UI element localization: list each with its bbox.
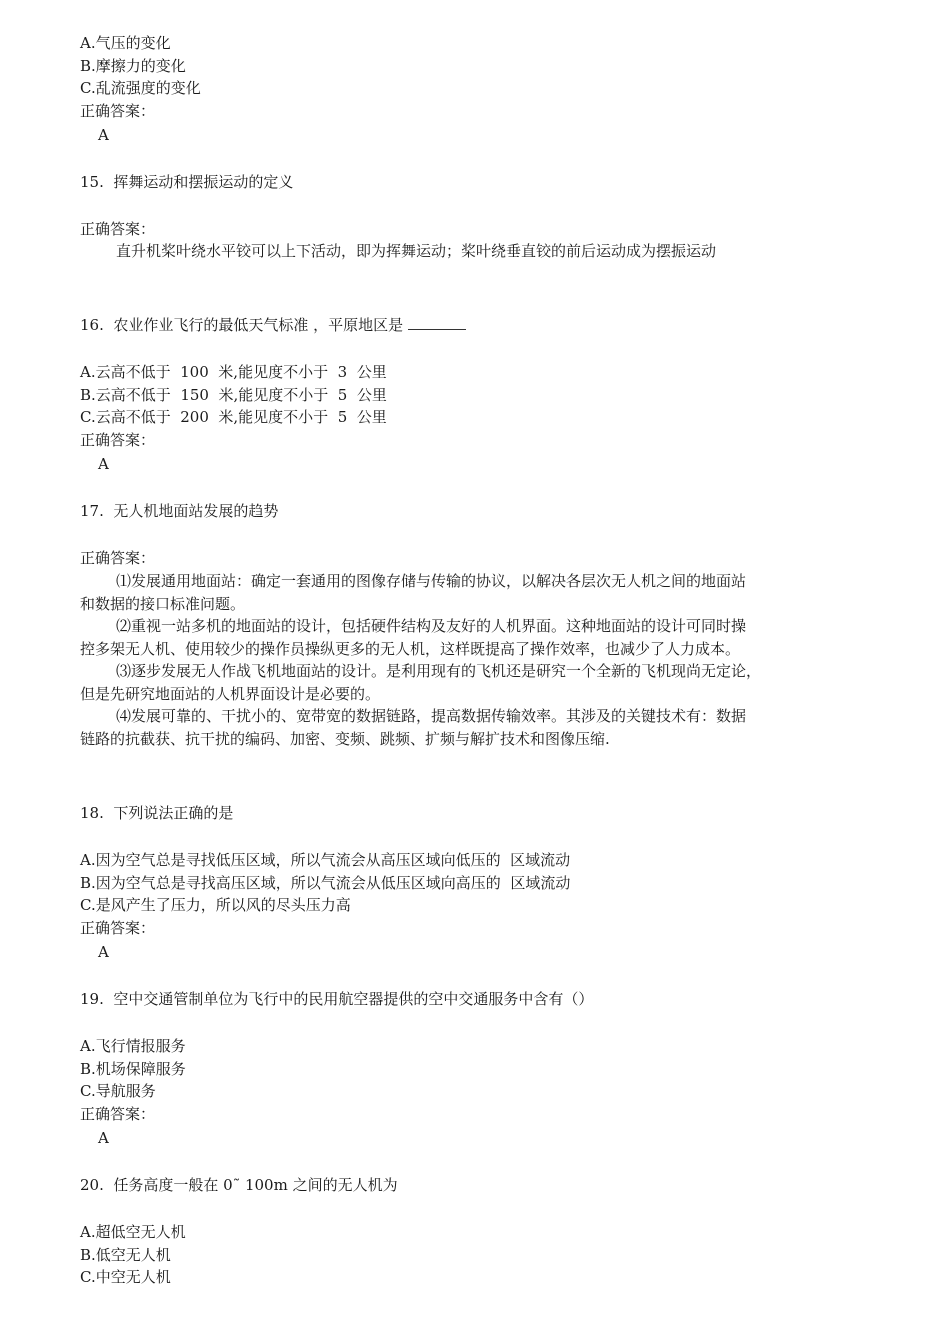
para-2-line-2: 控多架无人机、使用较少的操作员操纵更多的无人机，这样既提高了操作效率，也减少了人力成本。 xyxy=(80,639,741,658)
para-3-line-1: ⑶逐步发展无人作战飞机地面站的设计。是利用现有的飞机还是研究一个全新的飞机现尚无定论， xyxy=(116,662,762,680)
option-a: A.云高不低于 100 米,能见度不小于 3 公里 xyxy=(80,363,387,381)
answer-label: 正确答案： xyxy=(80,1104,156,1123)
para-4-line-2: 链路的抗截获、抗干扰的编码、加密、变频、跳频、扩频与解扩技术和图像压缩. xyxy=(80,729,610,748)
question-17: 17. 无人机地面站发展的趋势 xyxy=(80,502,279,520)
option-c: C.导航服务 xyxy=(80,1082,156,1100)
option-c: C.云高不低于 200 米,能见度不小于 5 公里 xyxy=(80,408,387,426)
option-b: B.云高不低于 150 米,能见度不小于 5 公里 xyxy=(80,385,387,404)
option-b: B.低空无人机 xyxy=(80,1245,171,1264)
option-c: C.中空无人机 xyxy=(80,1268,171,1286)
answer-label: 正确答案： xyxy=(80,549,156,567)
answer-value: A xyxy=(98,943,109,961)
answer-label: 正确答案： xyxy=(80,430,156,449)
question-text: 16. 农业作业飞行的最低天气标准 ，平原地区是 xyxy=(80,316,408,334)
question-16 xyxy=(80,314,466,337)
answer-label: 正确答案： xyxy=(80,101,156,120)
option-b: B.机场保障服务 xyxy=(80,1059,186,1078)
option-b: B.摩擦力的变化 xyxy=(80,56,186,75)
q14-options xyxy=(80,32,201,122)
answer-value: A xyxy=(98,126,109,144)
answer-label: 正确答案： xyxy=(80,918,156,937)
answer-text: 直升机桨叶绕水平铰可以上下活动，即为挥舞运动；桨叶绕垂直铰的前后运动成为摆振运动 xyxy=(116,242,717,260)
question-19: 19. 空中交通管制单位为飞行中的民用航空器提供的空中交通服务中含有（） xyxy=(80,990,594,1008)
q19-options xyxy=(80,1035,186,1125)
para-1-line-2: 和数据的接口标准问题。 xyxy=(80,594,246,613)
option-c: C.乱流强度的变化 xyxy=(80,79,201,97)
option-c: C.是风产生了压力，所以风的尽头压力高 xyxy=(80,896,351,914)
q18-options xyxy=(80,849,570,939)
para-4-line-1: ⑷发展可靠的、干扰小的、宽带宽的数据链路，提高数据传输效率。其涉及的关键技术有：数据 xyxy=(116,707,747,725)
option-a: A.气压的变化 xyxy=(80,34,171,52)
para-1-line-1: ⑴发展通用地面站：确定一套通用的图像存储与传输的协议，以解决各层次无人机之间的地面站 xyxy=(116,572,747,590)
q20-options xyxy=(80,1221,186,1289)
answer-value: A xyxy=(98,1129,109,1147)
fill-blank xyxy=(408,315,466,330)
question-15: 15. 挥舞运动和摆振运动的定义 xyxy=(80,173,294,191)
para-3-line-2: 但是先研究地面站的人机界面设计是必要的。 xyxy=(80,684,381,703)
option-a: A.飞行情报服务 xyxy=(80,1037,186,1055)
question-20: 20. 任务高度一般在 0˜ 100m 之间的无人机为 xyxy=(80,1176,398,1194)
option-a: A.超低空无人机 xyxy=(80,1223,186,1241)
answer-label: 正确答案： xyxy=(80,220,156,238)
q16-options xyxy=(80,361,387,451)
option-a: A.因为空气总是寻找低压区域，所以气流会从高压区域向低压的 区域流动 xyxy=(80,851,571,869)
answer-value: A xyxy=(98,455,109,473)
answer-paragraphs xyxy=(80,570,761,750)
option-b: B.因为空气总是寻找高压区域，所以气流会从低压区域向高压的 区域流动 xyxy=(80,873,571,892)
para-2-line-1: ⑵重视一站多机的地面站的设计，包括硬件结构及友好的人机界面。这种地面站的设计可同时操 xyxy=(116,617,747,635)
question-18: 18. 下列说法正确的是 xyxy=(80,804,234,822)
